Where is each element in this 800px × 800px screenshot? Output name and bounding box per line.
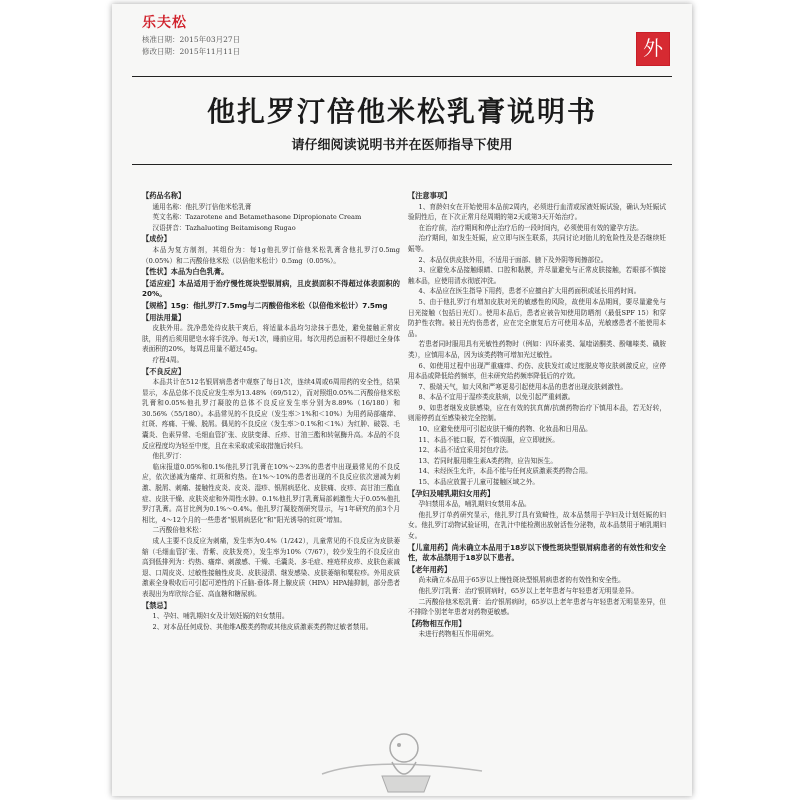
right-paragraph: 2、本品仅供皮肤外用，不适用于面部、腋下及外阴等间擦部位。: [418, 255, 608, 264]
left-section-heading: 【规格】15g：他扎罗汀7.5mg与二丙酸倍他米松（以倍他米松计）7.5mg: [142, 300, 388, 310]
right-paragraph: 尚未确立本品用于65岁以上慢性斑块型银屑病患者的有效性和安全性。: [418, 576, 625, 585]
right-paragraph: 孕妇禁用本品，哺乳期妇女禁用本品。: [418, 500, 531, 509]
document-subtitle: 请仔细阅读说明书并在医师指导下使用: [291, 138, 513, 153]
left-text-column: [142, 190, 400, 726]
left-paragraph: 成人主要不良反应为刺痛，发生率为0.4%（1/242），儿童常见的不良反应为皮肤萎缩（毛细血管扩张、青紫、皮肤发亮），发生率为10%（7/67），较少发生的不良反应由高到低排列为：灼热、瘙痒、刺激感、干燥、毛囊炎、多毛症、痤疮样皮疹、皮肤色素减退、口周皮炎、过敏性接触性皮炎、皮肤浸渍、继发感染、皮肤萎缩和粟粒疹。外用皮质激素全身吸收后可引起可逆性的下丘脑-垂体-肾上腺皮质（HPA）HPA轴抑制，部分患者表现出为库欣综合征、高血糖和糖尿病。: [142, 537, 400, 598]
left-section-heading: 【不良反应】: [142, 366, 186, 376]
right-paragraph: 11、本品不能口服，若不慎误服，应立即就医。: [418, 435, 559, 444]
right-paragraph: 若患者同时服用具有光敏性药物时（例如：四环素类、氟喹诺酮类、酚噻嗪类、磺胺类），应慎用本品，因为该类药物可增加光过敏性。: [408, 340, 666, 359]
right-paragraph: 治疗期间，如发生妊娠，应立即与医生联系，共同讨论对胎儿的危险性及是否继续妊娠等。: [408, 234, 666, 253]
right-paragraph: 3、应避免本品接触眼睛、口腔和黏膜，并尽量避免与正常皮肤接触，若眼部不慎接触本品，应使用清水彻底冲洗。: [408, 266, 666, 285]
right-paragraph: 12、本品不适宜采用封包疗法。: [418, 446, 513, 455]
right-paragraph: 15、本品应放置于儿童可接触区域之外。: [418, 478, 540, 487]
left-paragraph: 英文名称：Tazarotene and Betamethasone Dipropionate Cream: [152, 213, 362, 222]
right-paragraph: 他扎罗汀单药研究显示，他扎罗汀具有致畸性，故本品禁用于孕妇及计划妊娠的妇女。他扎罗汀动物试验证明，在乳汁中能检测出放射活性分泌物，故本品禁用于哺乳期妇女。: [408, 510, 666, 540]
mascot-watermark-icon: [312, 716, 492, 796]
dates-block: [142, 34, 240, 58]
brand-logo: 乐夫松: [142, 15, 187, 31]
right-paragraph: 未进行药物相互作用研究。: [418, 630, 498, 639]
title-rule: [132, 164, 672, 165]
left-paragraph: 本品共计在512名银屑病患者中观察了每日1次，连续4周或6周用药的安全性，结果显示，本品总体不良反应发生率为13.48%（69/512），而对照组0.05%二丙酸倍他米松乳膏和0.05%他扎罗汀凝胶的总体不良反应发生率分别为8.89%（16/180）和30.56%（55/180）。本品常见的不良反应（发生率＞1%和＜10%）为用药局部瘙痒、红斑、疼痛、干燥、脱屑。偶见的不良反应（发生率＞0.1%和＜1%）为红肿、破裂、毛囊炎、色素异常、毛细血管扩张、皮肤变薄、丘疹、甘油三酯和转氨酶升高。本品的不良反应程度均为轻至中度，且在未采取或采取措施后转归。: [142, 378, 400, 450]
right-paragraph: 13、若同时服用维生素A类药物，应告知医生。: [418, 456, 557, 465]
left-paragraph: 1、孕妇、哺乳期妇女及计划妊娠的妇女禁用。: [152, 612, 289, 621]
leaflet-page: [112, 4, 692, 796]
left-section-heading: 【成份】: [142, 234, 171, 244]
document-title: 他扎罗汀倍他米松乳膏说明书: [206, 95, 597, 128]
top-rule: [132, 76, 672, 77]
left-paragraph: 临床报道0.05%和0.1%他扎罗汀乳膏在10%～23%的患者中出现最常见的不良反应，依次递减为瘙痒、红斑和灼热。在1%～10%的患者出现的不良反应依次递减为刺激、脱屑、刺痛、接触性皮炎、皮炎、湿疹、银屑病恶化、皮肤痛、皮疹、高甘油三酯血症、皮肤干燥、皮肤炎症和外周性水肿。0.1%他扎罗汀乳膏局部刺激性大于0.05%他扎罗汀乳膏。高甘比例为0.1%～0.4%。他扎罗汀凝胶剂研究显示，与1年研究的前3个月相比，4～12个月的一些患者“银屑病恶化”和“阳光诱导的红斑”增加。: [142, 462, 400, 524]
right-section-heading: 【药物相互作用】: [408, 618, 466, 628]
left-paragraph: 2、对本品任何成份、其他维A酸类药物或其他皮质激素类药物过敏者禁用。: [152, 622, 373, 631]
right-section-heading: 【儿童用药】尚未确立本品用于18岁以下慢性斑块型银屑病患者的有效性和安全性，故本品禁用于18岁以下患者。: [408, 542, 666, 563]
right-paragraph: 5、由于他扎罗汀有增加皮肤对光的敏感性的风险，故使用本品期间，要尽量避免与日光接触（包括日光灯）。使用本品后，患者应被告知使用防晒剂（最低SPF 15）和穿防护性衣物。被日光灼伤患者，应在完全康复后方可使用本品，光敏感患者不能使用本品。: [408, 297, 666, 338]
right-paragraph: 14、未经医生允许，本品不能与任何皮质激素类药物合用。: [418, 467, 592, 476]
right-section-heading: 【孕妇及哺乳期妇女用药】: [408, 488, 495, 498]
left-section-heading: 【药品名称】: [142, 191, 186, 200]
right-section-heading: 【注意事项】: [408, 191, 452, 200]
external-use-badge: 外: [636, 32, 670, 66]
right-text-column: [408, 190, 666, 736]
left-section-heading: 【禁忌】: [142, 600, 171, 610]
left-section-heading: 【性状】本品为白色乳膏。: [142, 267, 229, 277]
right-paragraph: 二丙酸倍他米松乳膏：治疗银屑病时，65岁以上老年患者与年轻患者无明显差异，但不排除个别老年患者对药物更敏感。: [408, 597, 666, 617]
right-section-heading: 【老年用药】: [408, 564, 452, 574]
left-paragraph: 二丙酸倍他米松：: [152, 526, 206, 535]
right-paragraph: 8、本品不宜用于湿疹类皮肤病，以免引起严重刺激。: [418, 393, 575, 402]
left-paragraph: 他扎罗汀：: [152, 452, 186, 461]
right-paragraph: 6、如使用过程中出现严重瘙痒、灼伤、皮肤发红或过度脱皮等皮肤刺激反应，应停用本品或降低给药频率，但未研究给药频率降低后的疗效。: [408, 361, 666, 381]
left-paragraph: 皮肤外用。洗净患处待皮肤干爽后，将适量本品均匀涂抹于患处，避免接触正常皮肤，用药后须用肥皂水将手洗净。每天1次，睡前应用。每次用药总面积不得超过全身体表面积的20%，每周总用量不超过45g。: [142, 324, 400, 354]
right-paragraph: 在治疗前，治疗期间和停止治疗后的一段时间内，必须使用有效的避孕方法。: [418, 223, 643, 232]
approval-date: 核准日期：2015年03月27日: [142, 35, 241, 44]
left-paragraph: 疗程4周。: [152, 355, 184, 364]
revision-date: 修改日期：2015年11月11日: [142, 47, 241, 56]
right-paragraph: 10、应避免使用可引起皮肤干燥的药物、化妆品和日用品。: [418, 425, 592, 434]
left-paragraph: 汉语拼音：Tazhaluoting Beitamisong Rugao: [152, 223, 296, 232]
right-paragraph: 4、本品应在医生指导下用药，患者不应擅自扩大用药面积或延长用药时间。: [418, 287, 641, 296]
right-paragraph: 9、如患者继发皮肤感染，应在有效的抗真菌/抗菌药物治疗下慎用本品，若无好转，则需停药直至感染被完全控制。: [408, 403, 666, 423]
right-paragraph: 7、极端天气，如大风和严寒更易引起使用本品的患者出现皮肤刺激性。: [418, 382, 628, 391]
right-paragraph: 他扎罗汀乳膏：治疗银屑病时，65岁以上老年患者与年轻患者无明显差异。: [418, 586, 638, 595]
right-paragraph: 1、育龄妇女在开始使用本品前2周内，必须进行血清或尿液妊娠试验，确认为妊娠试验阴性后，在下次正常月经周期的第2天或第3天开始治疗。: [408, 202, 666, 222]
left-section-heading: 【适应症】本品适用于治疗慢性斑块型银屑病，且皮损面积不得超过体表面积的20%。: [142, 278, 400, 299]
left-section-heading: 【用法用量】: [142, 312, 186, 322]
left-paragraph: 本品为复方制剂，其组份为：每1g他扎罗汀倍他米松乳膏含他扎罗汀0.5mg（0.05%）和二丙酸倍他米松（以倍他米松计）0.5mg（0.05%）。: [142, 245, 400, 265]
left-paragraph: 通用名称：他扎罗汀倍他米松乳膏: [152, 202, 252, 211]
